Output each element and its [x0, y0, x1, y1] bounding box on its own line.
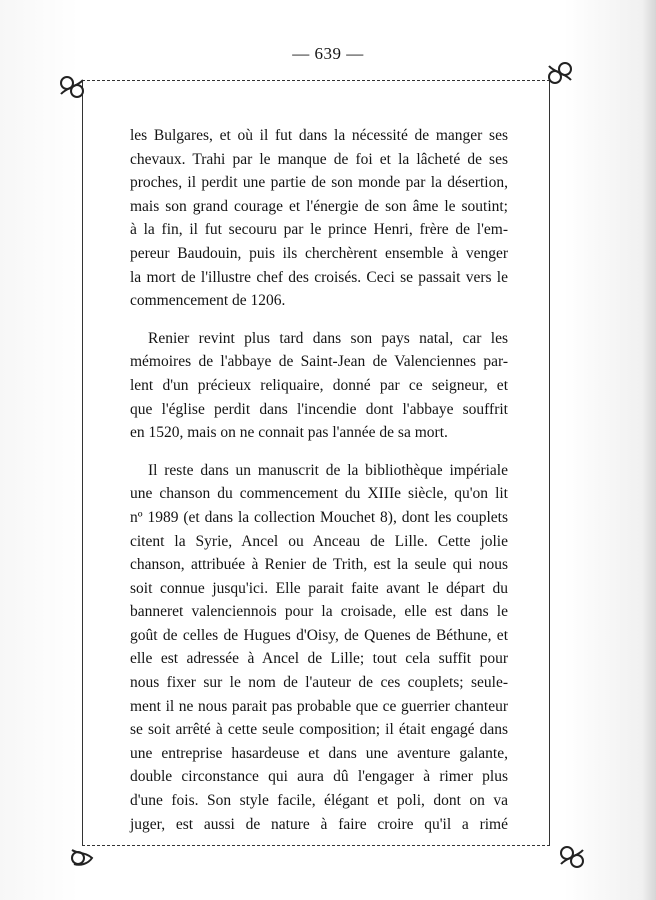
paragraph-2: [130, 327, 508, 445]
text-line: mémoires de l'abbaye de Saint-Jean de Valenciennes par-: [130, 353, 508, 371]
text-line: double circonstance qui aura dû l'engager à rimer plus: [130, 768, 508, 786]
text-line: soit connue jusqu'ici. Elle parait faite avant le départ du: [130, 579, 508, 597]
text-line: à la fin, il fut secouru par le prince Henri, frère de l'em-: [130, 221, 508, 239]
text-line: Il reste dans un manuscrit de la bibliothèque impériale: [148, 461, 508, 479]
corner-ornament-bottom-left-icon: [68, 844, 96, 870]
corner-ornament-top-right-icon: [546, 60, 574, 86]
text-line: lent d'un précieux reliquaire, donné par ce seigneur, et: [130, 376, 508, 394]
text-line: proches, il perdit une partie de son monde par la désertion,: [130, 174, 508, 192]
text-line: mais son grand courage et l'énergie de son âme le soutint;: [130, 197, 508, 215]
text-line: goût de celles de Hugues d'Oisy, de Quenes de Béthune, et: [130, 626, 508, 644]
text-line: commencement de 1206.: [130, 292, 286, 310]
text-line: pereur Baudouin, puis ils cherchèrent ensemble à venger: [130, 244, 508, 262]
text-line: elle est adressée à Ancel de Lille; tout cela suffit pour: [130, 650, 508, 668]
text-line: chevaux. Trahi par le manque de foi et la lâcheté de ses: [130, 150, 508, 168]
text-line: nous fixer sur le nom de l'auteur de ces couplets; seule-: [130, 674, 508, 692]
text-line: juger, est aussi de nature à faire croire qu'il a rimé: [130, 815, 508, 833]
text-line: une entreprise hasardeuse et dans une aventure galante,: [130, 744, 508, 762]
text-line: se soit arrêté à cette seule composition; il était engagé dans: [130, 721, 508, 739]
text-line: Renier revint plus tard dans son pays natal, car les: [148, 329, 508, 347]
paragraph-3: [130, 459, 508, 837]
text-line: les Bulgares, et où il fut dans la nécessité de manger ses: [130, 127, 508, 144]
corner-ornament-bottom-right-icon: [558, 844, 586, 870]
text-line: une chanson du commencement du XIIIe siècle, qu'on lit: [130, 485, 508, 503]
text-line: d'une fois. Son style facile, élégant et poli, dont on va: [130, 792, 508, 810]
text-line: nº 1989 (et dans la collection Mouchet 8), dont les couplets: [130, 508, 508, 526]
text-line: citent la Syrie, Ancel ou Anceau de Lille. Cette jolie: [130, 532, 508, 550]
text-line: la mort de l'illustre chef des croisés. Ceci se passait vers le: [130, 268, 508, 286]
corner-ornament-top-left-icon: [58, 74, 86, 100]
page-edge-shadow: [642, 0, 656, 900]
text-line: banneret valenciennois pour la croisade, elle est dans le: [130, 603, 508, 621]
page-number: — 639 —: [292, 44, 364, 63]
text-line: que l'église perdit dans l'incendie dont l'abbaye souffrit: [130, 400, 508, 418]
text-line: en 1520, mais on ne connait pas l'année de sa mort.: [130, 424, 448, 442]
paragraph-1: [130, 124, 508, 313]
body-text: [130, 124, 508, 836]
text-line: ment il ne nous parait pas probable que ce guerrier chanteur: [130, 697, 508, 715]
text-line: chanson, attribuée à Renier de Trith, est la seule qui nous: [130, 556, 508, 574]
